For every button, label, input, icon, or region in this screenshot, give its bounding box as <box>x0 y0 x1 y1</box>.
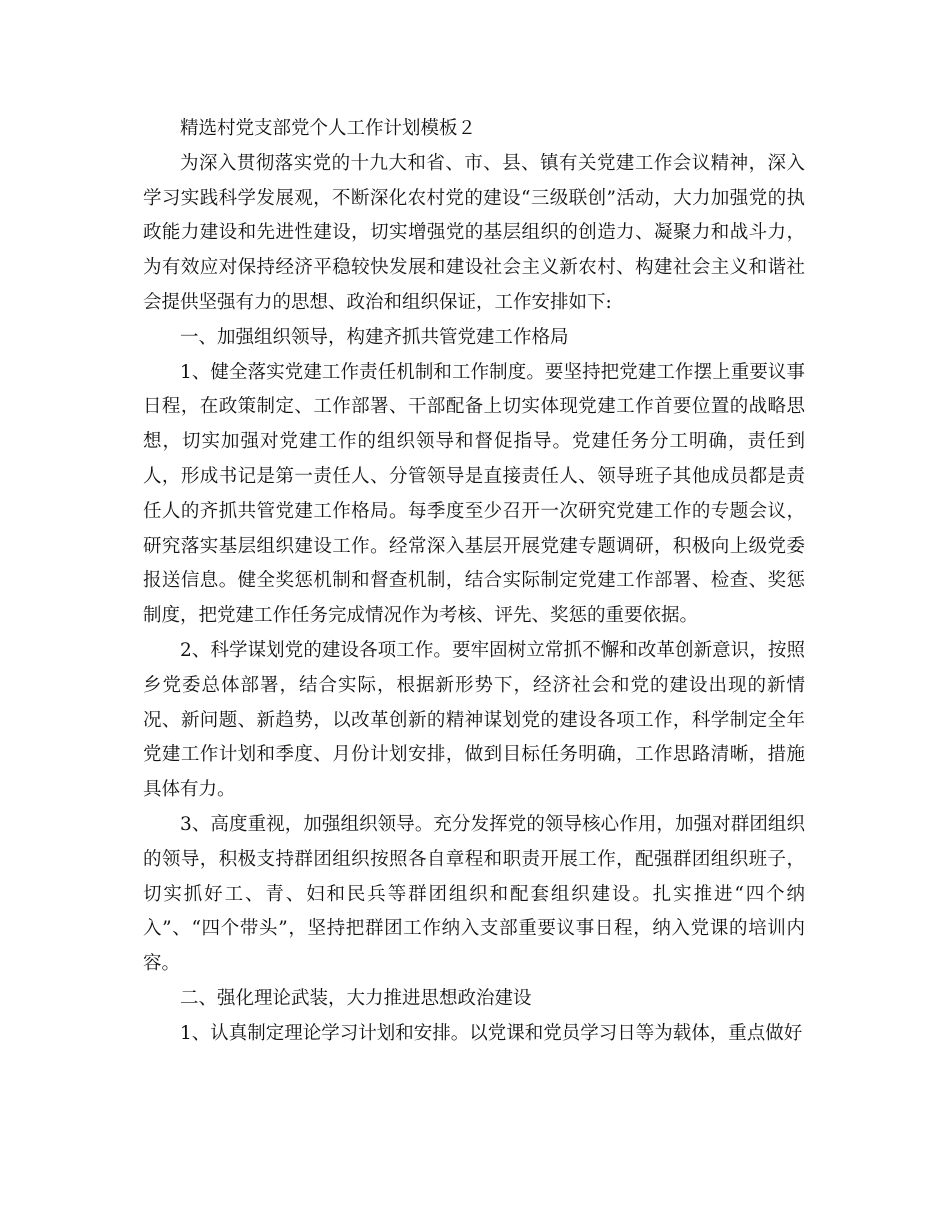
paragraph-intro: 为深入贯彻落实党的十九大和省、市、县、镇有关党建工作会议精神，深入学习实践科学发展观，不断深化农村党的建设“三级联创”活动，大力加强党的执政能力建设和先进性建设，切实增强党的基层组织的创造力、凝聚力和战斗力，为有效应对保持经济平稳较快发展和建设社会主义新农村、构建社会主义和谐社会提供坚强有力的思想、政治和组织保证，工作安排如下: <box>143 152 805 313</box>
document-title: 精选村党支部党个人工作计划模板２ <box>180 118 477 139</box>
section-heading-1: 一、加强组织领导，构建齐抓共管党建工作格局 <box>180 326 569 348</box>
paragraph-1-2: 2、科学谋划党的建设各项工作。要牢固树立常抓不懈和改革创新意识，按照乡党委总体部署，结合实际，根据新形势下，经济社会和党的建设出现的新情况、新问题、新趋势，以改革创新的精神谋划党的建设各项工作，科学制定全年党建工作计划和季度、月份计划安排，做到目标任务明确，工作思路清晰，措施具体有力。 <box>143 639 805 801</box>
paragraph-2-1: 1、认真制定理论学习计划和安排。以党课和党员学习日等为载体，重点做好 <box>180 1022 803 1044</box>
document-body <box>143 112 805 1052</box>
paragraph-1-1: 1、健全落实党建工作责任机制和工作制度。要坚持把党建工作摆上重要议事日程，在政策制定、工作部署、干部配备上切实体现党建工作首要位置的战略思想，切实加强对党建工作的组织领导和督促指导。党建任务分工明确，责任到人，形成书记是第一责任人、分管领导是直接责任人、领导班子其他成员都是责任人的齐抓共管党建工作格局。每季度至少召开一次研究党建工作的专题会议，研究落实基层组织建设工作。经常深入基层开展党建专题调研，积极向上级党委报送信息。健全奖惩机制和督查机制，结合实际制定党建工作部署、检查、奖惩制度，把党建工作任务完成情况作为考核、评先、奖惩的重要依据。 <box>143 361 805 627</box>
paragraph-1-3: 3、高度重视，加强组织领导。充分发挥党的领导核心作用，加强对群团组织的领导，积极支持群团组织按照各自章程和职责开展工作，配强群团组织班子，切实抓好工、青、妇和民兵等群团组织和配套组织建设。扎实推进“四个纳入”、“四个带头”，坚持把群团工作纳入支部重要议事日程，纳入党课的培训内容。 <box>143 813 805 975</box>
section-heading-2: 二、强化理论武装，大力推进思想政治建设 <box>180 987 532 1009</box>
